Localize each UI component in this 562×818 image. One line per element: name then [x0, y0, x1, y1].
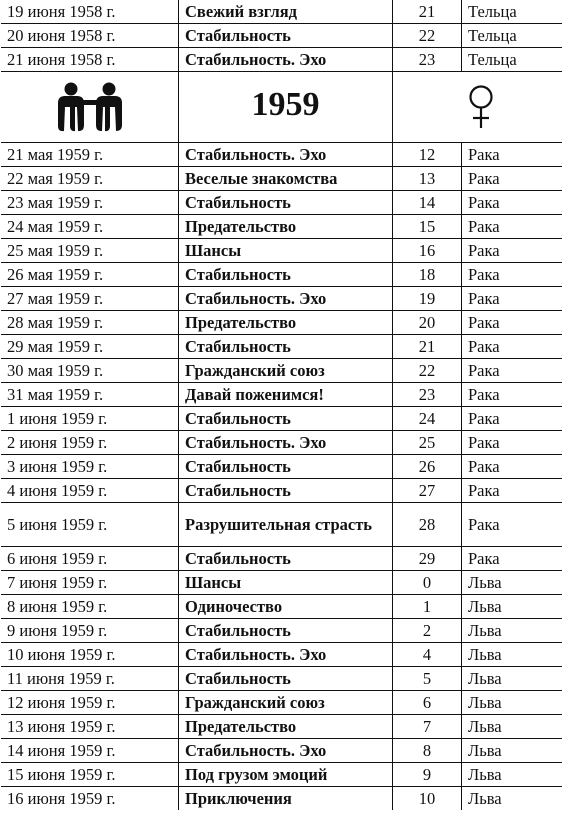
date-cell: 6 июня 1959 г. — [1, 547, 179, 571]
number-cell: 24 — [393, 407, 462, 431]
name-cell: Стабильность — [179, 479, 393, 503]
sign-icon-cell — [1, 72, 179, 143]
table-row — [1, 619, 562, 643]
date-cell: 13 июня 1959 г. — [1, 715, 179, 739]
date-cell: 20 июня 1958 г. — [1, 24, 179, 48]
number-cell: 13 — [393, 167, 462, 191]
date-cell: 28 мая 1959 г. — [1, 311, 179, 335]
date-cell: 21 июня 1958 г. — [1, 48, 179, 72]
number-cell: 7 — [393, 715, 462, 739]
date-cell: 15 июня 1959 г. — [1, 763, 179, 787]
table-row — [1, 595, 562, 619]
date-cell: 31 мая 1959 г. — [1, 383, 179, 407]
date-cell: 24 мая 1959 г. — [1, 215, 179, 239]
number-cell: 23 — [393, 383, 462, 407]
sign-cell: Льва — [462, 691, 562, 715]
date-cell: 21 мая 1959 г. — [1, 143, 179, 167]
date-cell: 25 мая 1959 г. — [1, 239, 179, 263]
table-row — [1, 691, 562, 715]
date-cell: 8 июня 1959 г. — [1, 595, 179, 619]
number-cell: 16 — [393, 239, 462, 263]
sign-cell: Льва — [462, 715, 562, 739]
name-cell: Шансы — [179, 571, 393, 595]
name-cell: Стабильность — [179, 263, 393, 287]
name-cell: Стабильность — [179, 455, 393, 479]
number-cell: 8 — [393, 739, 462, 763]
sign-cell: Льва — [462, 571, 562, 595]
table-row — [1, 311, 562, 335]
date-cell: 3 июня 1959 г. — [1, 455, 179, 479]
planet-icon-cell — [393, 72, 562, 143]
date-cell: 22 мая 1959 г. — [1, 167, 179, 191]
number-cell: 14 — [393, 191, 462, 215]
number-cell: 1 — [393, 595, 462, 619]
table-row — [1, 143, 562, 167]
name-cell: Одиночество — [179, 595, 393, 619]
sign-cell: Рака — [462, 455, 562, 479]
number-cell: 12 — [393, 143, 462, 167]
sign-cell: Льва — [462, 787, 562, 811]
name-cell: Стабильность — [179, 667, 393, 691]
sign-cell: Рака — [462, 215, 562, 239]
table-row — [1, 335, 562, 359]
horoscope-table-body — [1, 0, 562, 810]
sign-cell: Рака — [462, 335, 562, 359]
sign-cell: Льва — [462, 643, 562, 667]
sign-cell: Льва — [462, 763, 562, 787]
date-cell: 23 мая 1959 г. — [1, 191, 179, 215]
date-cell: 19 июня 1958 г. — [1, 0, 179, 24]
name-cell: Предательство — [179, 715, 393, 739]
sign-cell: Рака — [462, 143, 562, 167]
table-row — [1, 263, 562, 287]
venus-icon — [466, 84, 496, 130]
table-row — [1, 643, 562, 667]
name-cell: Шансы — [179, 239, 393, 263]
table-row — [1, 191, 562, 215]
table-row — [1, 479, 562, 503]
date-cell: 11 июня 1959 г. — [1, 667, 179, 691]
year-cell — [179, 72, 393, 143]
table-row — [1, 547, 562, 571]
table-row — [1, 0, 562, 24]
number-cell: 15 — [393, 215, 462, 239]
number-cell: 20 — [393, 311, 462, 335]
sign-cell: Тельца — [462, 24, 562, 48]
table-row — [1, 787, 562, 811]
date-cell: 30 мая 1959 г. — [1, 359, 179, 383]
number-cell: 4 — [393, 643, 462, 667]
date-cell: 16 июня 1959 г. — [1, 787, 179, 811]
name-cell: Стабильность — [179, 547, 393, 571]
sign-cell: Льва — [462, 595, 562, 619]
number-cell: 26 — [393, 455, 462, 479]
number-cell: 21 — [393, 0, 462, 24]
number-cell: 0 — [393, 571, 462, 595]
date-cell: 1 июня 1959 г. — [1, 407, 179, 431]
number-cell: 6 — [393, 691, 462, 715]
table-row — [1, 359, 562, 383]
table-row — [1, 571, 562, 595]
sign-cell: Рака — [462, 287, 562, 311]
table-row — [1, 239, 562, 263]
horoscope-table — [1, 0, 562, 810]
number-cell: 23 — [393, 48, 462, 72]
date-cell: 14 июня 1959 г. — [1, 739, 179, 763]
date-cell: 4 июня 1959 г. — [1, 479, 179, 503]
date-cell: 2 июня 1959 г. — [1, 431, 179, 455]
sign-cell: Рака — [462, 359, 562, 383]
number-cell: 21 — [393, 335, 462, 359]
number-cell: 25 — [393, 431, 462, 455]
number-cell: 18 — [393, 263, 462, 287]
table-row — [1, 407, 562, 431]
name-cell: Стабильность. Эхо — [179, 643, 393, 667]
name-cell: Приключения — [179, 787, 393, 811]
name-cell: Гражданский союз — [179, 359, 393, 383]
table-row — [1, 167, 562, 191]
name-cell: Стабильность. Эхо — [179, 287, 393, 311]
date-cell: 26 мая 1959 г. — [1, 263, 179, 287]
table-row — [1, 48, 562, 72]
sign-cell: Льва — [462, 739, 562, 763]
sign-cell: Рака — [462, 383, 562, 407]
name-cell: Веселые знакомства — [179, 167, 393, 191]
table-row — [1, 763, 562, 787]
date-cell: 7 июня 1959 г. — [1, 571, 179, 595]
number-cell: 2 — [393, 619, 462, 643]
sign-cell: Рака — [462, 431, 562, 455]
number-cell: 5 — [393, 667, 462, 691]
name-cell: Свежий взгляд — [179, 0, 393, 24]
name-cell: Под грузом эмоций — [179, 763, 393, 787]
name-cell: Стабильность. Эхо — [179, 431, 393, 455]
date-cell: 12 июня 1959 г. — [1, 691, 179, 715]
number-cell: 22 — [393, 24, 462, 48]
name-cell: Стабильность — [179, 191, 393, 215]
sign-cell: Рака — [462, 263, 562, 287]
name-cell: Стабильность — [179, 619, 393, 643]
table-row — [1, 383, 562, 407]
sign-cell: Льва — [462, 667, 562, 691]
sign-cell: Рака — [462, 311, 562, 335]
table-row — [1, 24, 562, 48]
year-header-row — [1, 72, 562, 143]
table-row — [1, 287, 562, 311]
name-cell: Стабильность — [179, 24, 393, 48]
date-cell: 29 мая 1959 г. — [1, 335, 179, 359]
date-cell: 9 июня 1959 г. — [1, 619, 179, 643]
sign-cell: Рака — [462, 503, 562, 547]
sign-cell: Рака — [462, 191, 562, 215]
number-cell: 28 — [393, 503, 462, 547]
date-cell: 10 июня 1959 г. — [1, 643, 179, 667]
number-cell: 9 — [393, 763, 462, 787]
sign-cell: Льва — [462, 619, 562, 643]
sign-cell: Рака — [462, 479, 562, 503]
name-cell: Стабильность. Эхо — [179, 739, 393, 763]
table-row — [1, 503, 562, 547]
table-row — [1, 739, 562, 763]
date-cell: 5 июня 1959 г. — [1, 503, 179, 547]
name-cell: Стабильность — [179, 407, 393, 431]
name-cell: Разрушительная страсть — [179, 503, 393, 547]
date-cell: 27 мая 1959 г. — [1, 287, 179, 311]
name-cell: Предательство — [179, 215, 393, 239]
number-cell: 27 — [393, 479, 462, 503]
name-cell: Гражданский союз — [179, 691, 393, 715]
sign-cell: Тельца — [462, 0, 562, 24]
number-cell: 10 — [393, 787, 462, 811]
table-row — [1, 431, 562, 455]
table-row — [1, 667, 562, 691]
sign-cell: Тельца — [462, 48, 562, 72]
number-cell: 22 — [393, 359, 462, 383]
gemini-twins-icon — [52, 81, 128, 133]
name-cell: Стабильность. Эхо — [179, 48, 393, 72]
table-row — [1, 455, 562, 479]
table-row — [1, 215, 562, 239]
sign-cell: Рака — [462, 239, 562, 263]
name-cell: Предательство — [179, 311, 393, 335]
sign-cell: Рака — [462, 407, 562, 431]
table-row — [1, 715, 562, 739]
number-cell: 19 — [393, 287, 462, 311]
sign-cell: Рака — [462, 547, 562, 571]
number-cell: 29 — [393, 547, 462, 571]
name-cell: Стабильность — [179, 335, 393, 359]
name-cell: Стабильность. Эхо — [179, 143, 393, 167]
year-label: 1959 — [251, 85, 320, 123]
name-cell: Давай поженимся! — [179, 383, 393, 407]
sign-cell: Рака — [462, 167, 562, 191]
